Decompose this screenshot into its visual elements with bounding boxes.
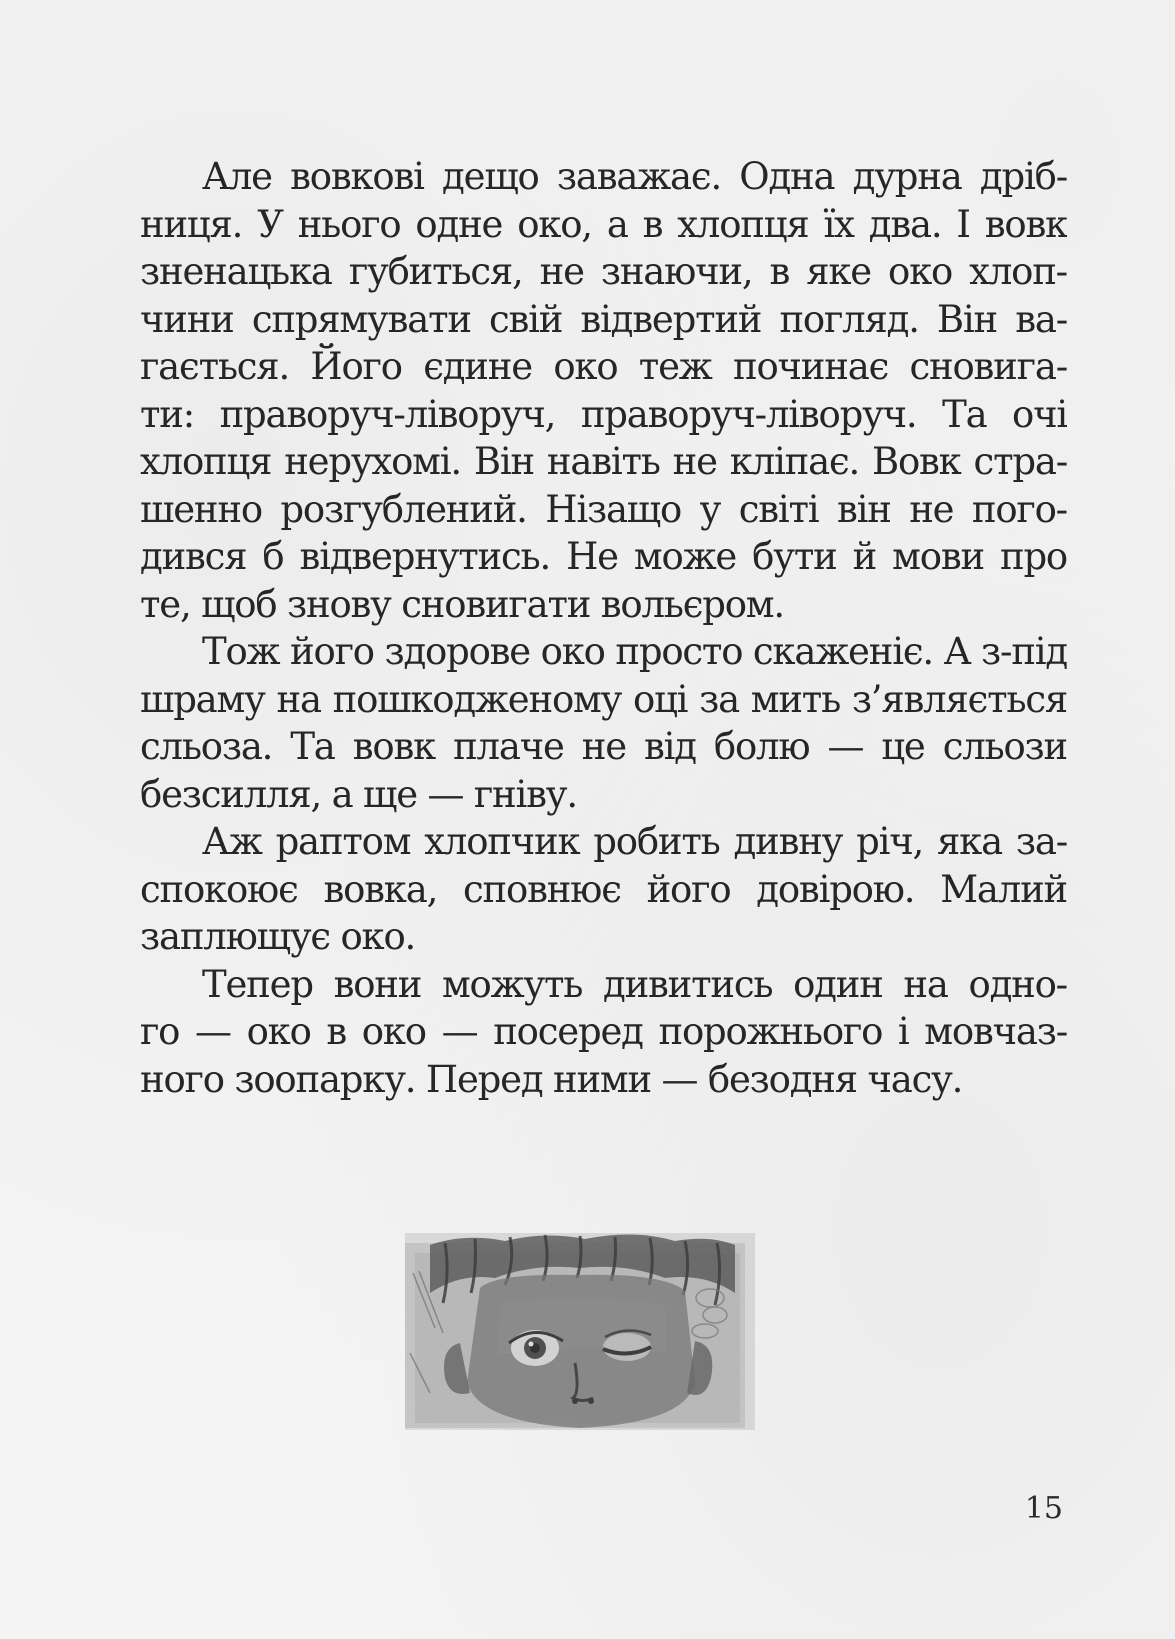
text-line: го — око в око — посеред порожнього і мовчаз- bbox=[140, 1010, 1067, 1053]
text-line: спокоює вовка, сповнює його довірою. Малий bbox=[140, 867, 1067, 911]
body-text bbox=[140, 153, 1067, 1103]
page-number: 15 bbox=[1024, 1491, 1063, 1526]
text-line: Тож його здорове око просто скаженіє. А з-під bbox=[202, 630, 1067, 673]
text-line: шраму на пошкодженому оці за мить з’являється bbox=[140, 677, 1067, 721]
text-line: хлопця нерухомі. Він навіть не кліпає. Вовк стра- bbox=[140, 440, 1067, 483]
text-line: Аж раптом хлопчик робить дивну річ, яка за- bbox=[202, 820, 1067, 863]
text-line: шенно розгублений. Нізащо у світі він не пого- bbox=[140, 487, 1067, 531]
text-line: Але вовкові дещо заважає. Одна дурна дріб- bbox=[202, 155, 1067, 198]
text-line: сльоза. Та вовк плаче не від болю — це сльози bbox=[140, 725, 1067, 768]
text-line: ного зоопарку. Перед ними — безодня часу. bbox=[140, 1057, 963, 1101]
text-line: зненацька губиться, не знаючи, в яке око хлоп- bbox=[140, 250, 1067, 293]
boy-face-illustration bbox=[405, 1233, 755, 1430]
text-line: ниця. У нього одне око, а в хлопця їх два. І вовк bbox=[140, 202, 1067, 246]
text-line: безсилля, а ще — гніву. bbox=[140, 772, 577, 816]
text-line: чини спрямувати свій відвертий погляд. Він ва- bbox=[140, 297, 1067, 341]
text-line: ти: праворуч-ліворуч, праворуч-ліворуч. Та очі bbox=[140, 392, 1067, 436]
text-line: гається. Його єдине око теж починає сновига- bbox=[140, 345, 1067, 388]
text-line: Тепер вони можуть дивитись один на одно- bbox=[202, 962, 1067, 1006]
text-line: дився б відвернутись. Не може бути й мови про bbox=[140, 535, 1067, 578]
text-line: те, щоб знову сновигати вольєром. bbox=[140, 582, 784, 626]
text-line: заплющує око. bbox=[140, 915, 416, 958]
boy-face-one-eye-closed-icon bbox=[405, 1233, 755, 1430]
